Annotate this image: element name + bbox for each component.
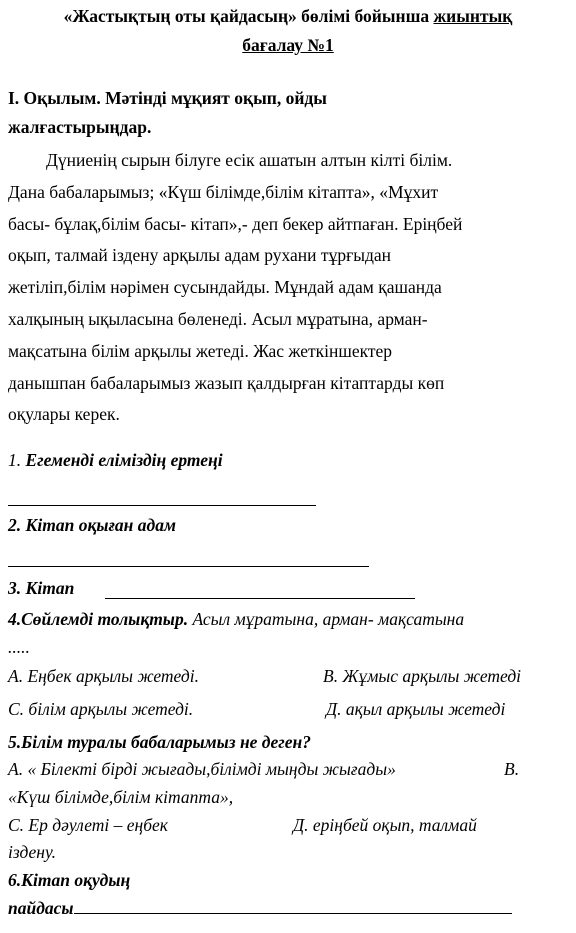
answer-line-6[interactable] xyxy=(74,897,512,914)
paragraph-line: данышпан бабаларымыз жазып қалдырған кітаптарды көп xyxy=(8,372,445,393)
question-5: 5.Білім туралы бабаларымыз не деген? xyxy=(8,732,311,752)
question-6: 6.Кітап оқудың xyxy=(8,870,131,890)
question-4-text: Асыл мұратына, арман- мақсатына xyxy=(188,609,465,629)
paragraph-line: халқының ықыласына бөленеді. Асыл мұратына, арман- xyxy=(8,308,428,329)
question-4-option-b[interactable]: В. Жұмыс арқылы жетеді xyxy=(323,666,522,686)
title-line-2: бағалау №1 xyxy=(242,35,334,55)
paragraph-line: оқып, талмай іздену арқылы адам рухани тұрғыдан xyxy=(8,245,392,266)
question-4-label: 4.Сөйлемді толықтыр. xyxy=(8,609,189,629)
question-5-option-d[interactable]: Д. еріңбей оқып, талмай xyxy=(293,815,477,835)
page-title xyxy=(0,2,576,60)
answer-line-3[interactable] xyxy=(105,598,415,599)
paragraph-line: Дүниенің сырын білуге есік ашатын алтын кілті білім. xyxy=(46,150,453,170)
question-5-option-b[interactable]: «Күш білімде,білім кітапта», xyxy=(8,787,234,807)
question-5-option-d-cont: іздену. xyxy=(8,842,57,862)
paragraph-line: басы- бұлақ,білім басы- кітап»,- деп бекер айтпаған. Еріңбей xyxy=(8,213,463,234)
question-1-number: 1. xyxy=(8,450,26,470)
question-1-text: Егеменді еліміздің ертеңі xyxy=(25,450,223,470)
question-5-option-a[interactable]: А. « Білекті бірді жығады,білімді мыңды жығады» xyxy=(8,759,396,779)
question-6-cont: пайдасы xyxy=(8,898,74,918)
question-4 xyxy=(8,609,464,630)
question-5-option-c[interactable]: С. Ер дәулеті – еңбек xyxy=(8,815,168,835)
task-1-heading-line-2: жалғастырыңдар. xyxy=(8,117,152,137)
paragraph-line: мақсатына білім арқылы жетеді. Жас жеткіншектер xyxy=(8,340,393,361)
title-underlined-word: жиынтық xyxy=(433,6,513,26)
paragraph-line: Дана бабаларымыз; «Күш білімде,білім кітапта», «Мұхит xyxy=(8,181,439,202)
question-4-option-c[interactable]: С. білім арқылы жетеді. xyxy=(8,699,194,719)
task-1-heading xyxy=(8,84,428,142)
answer-line-2[interactable] xyxy=(8,566,369,567)
paragraph-line: оқулары керек. xyxy=(8,404,120,425)
reading-text-paragraph xyxy=(8,145,568,431)
question-2: 2. Кітап оқыған адам xyxy=(8,515,176,535)
question-4-option-a[interactable]: А. Еңбек арқылы жетеді. xyxy=(8,666,199,686)
question-3: 3. Кітап xyxy=(8,578,75,598)
question-5-option-b-letter[interactable]: В. xyxy=(504,759,520,779)
title-line-1 xyxy=(0,2,576,31)
question-4-option-d[interactable]: Д. ақыл арқылы жетеді xyxy=(326,699,506,719)
question-4-dots: ..... xyxy=(8,637,30,657)
task-1-heading-line-1: I. Оқылым. Мәтінді мұқият оқып, ойды xyxy=(8,88,327,108)
paragraph-line: жетіліп,білім нәрімен сусындайды. Мұндай адам қашанда xyxy=(8,277,442,298)
question-6-row xyxy=(8,897,512,919)
answer-line-1[interactable] xyxy=(8,505,316,506)
title-prefix: «Жастықтың оты қайдасың» бөлімі бойынша xyxy=(63,6,434,26)
question-1 xyxy=(8,450,223,471)
